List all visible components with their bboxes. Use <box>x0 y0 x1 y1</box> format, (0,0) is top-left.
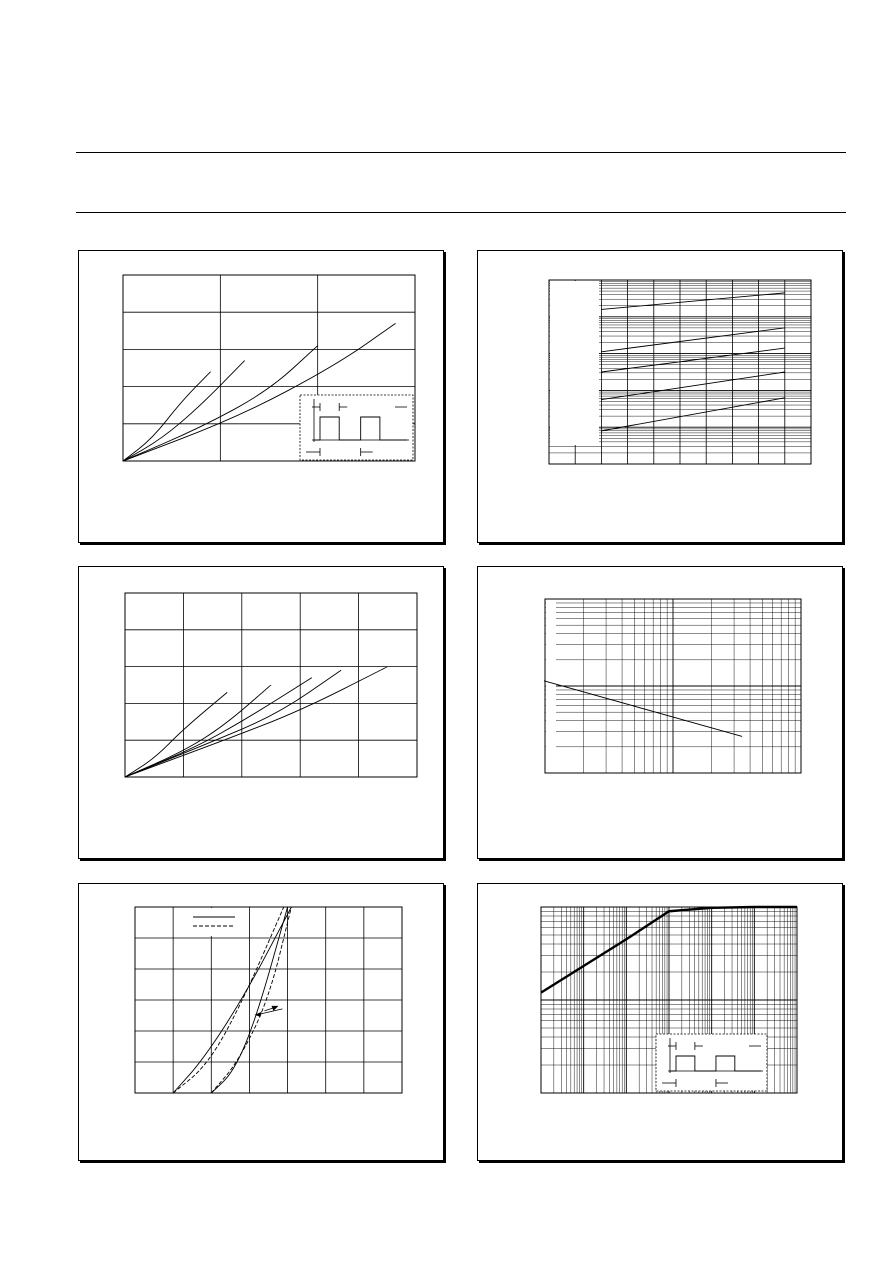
legend-box <box>183 908 245 936</box>
figure-panel-5 <box>78 883 444 1161</box>
figure-panel-2 <box>477 250 843 543</box>
pulse-inset-box <box>300 395 413 460</box>
figure-panel-1 <box>78 250 444 543</box>
header-rule-bottom <box>76 212 846 213</box>
label-clear-area <box>546 600 556 772</box>
figure-3-svg <box>79 567 445 860</box>
series-curve-4 <box>125 670 341 777</box>
figure-panel-4 <box>477 566 843 859</box>
series-curve-2 <box>123 361 245 461</box>
series-curve-1 <box>123 372 211 461</box>
pulse-inset-box <box>656 1034 767 1091</box>
figure-2-svg <box>478 251 844 544</box>
figure-panel-6 <box>477 883 843 1161</box>
series-curve-1 <box>125 692 227 777</box>
header-rule-top <box>76 152 846 153</box>
series-line-1 <box>544 681 742 737</box>
figure-6-svg <box>478 884 844 1162</box>
figure-panel-3 <box>78 566 444 859</box>
figure-4-svg <box>478 567 844 860</box>
figure-5-svg <box>79 884 445 1162</box>
figure-1-svg <box>79 251 445 544</box>
series-line-4 <box>601 372 784 400</box>
series-line-1 <box>601 293 784 310</box>
label-clear-area <box>550 281 599 445</box>
series-line-5 <box>601 398 784 431</box>
series-curve-3 <box>125 678 312 777</box>
